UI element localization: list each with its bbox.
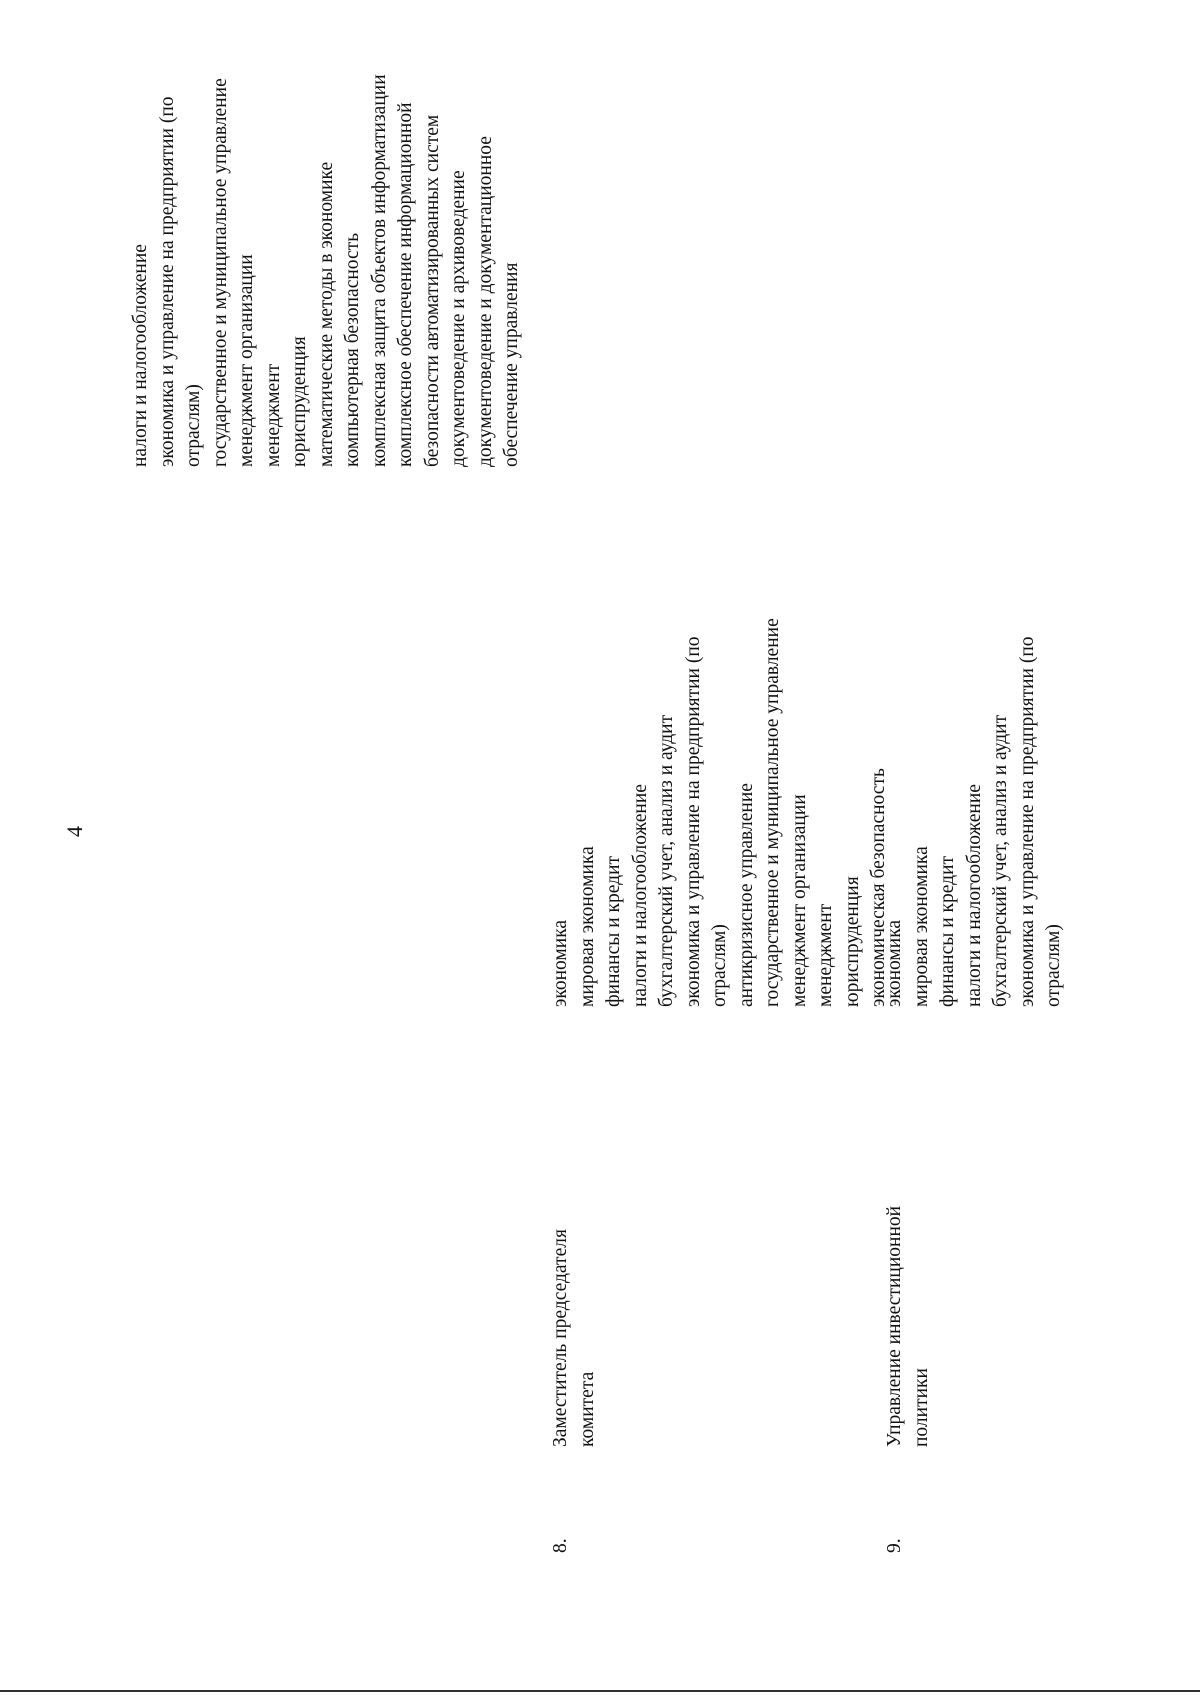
list-item: отраслям): [709, 924, 730, 1007]
list-item: бухгалтерский учет, анализ и аудит: [656, 714, 677, 1007]
list-item: математические методы в экономике: [315, 161, 337, 467]
scan-edge-line: [0, 1690, 1200, 1692]
list-item: менеджмент организации: [236, 254, 257, 467]
list-item: государственное и муниципальное управление: [762, 618, 783, 1007]
row-8-number: 8.: [550, 1538, 571, 1553]
row-9-number: 9.: [884, 1538, 905, 1553]
list-item: менеджмент организации: [788, 794, 810, 1007]
list-item: мировая экономика: [910, 846, 932, 1007]
row-9-position-title: [882, 1117, 935, 1447]
list-item: менеджмент: [815, 903, 836, 1007]
list-item: экономика и управление на предприятии (по: [1016, 636, 1038, 1007]
list-item: экономика и управление на предприятии (по: [682, 636, 704, 1007]
list-item: антикризисное управление: [735, 783, 757, 1007]
list-item: отраслям): [183, 384, 204, 467]
list-item: комплексная защита объектов информатизации: [368, 74, 390, 467]
list-item: финансы и кредит: [937, 855, 958, 1007]
title-line: комитета: [576, 1371, 598, 1447]
list-item: экономика: [884, 919, 905, 1007]
list-item: финансы и кредит: [603, 855, 624, 1007]
list-item: экономика и управление на предприятии (по: [156, 96, 178, 467]
list-item: безопасности автоматизированных систем: [421, 114, 443, 467]
title-line: Заместитель председателя: [550, 1229, 571, 1447]
row-8-specialty-list: [548, 618, 893, 1007]
list-item: мировая экономика: [576, 846, 598, 1007]
row-9-specialty-list: [882, 636, 1068, 1007]
list-item: юриспруденция: [289, 336, 310, 467]
row-8-position-title: [548, 1147, 601, 1447]
list-item: комплексное обеспечение информационной: [395, 102, 416, 467]
continuation-specialty-list: [128, 74, 526, 467]
list-item: государственное и муниципальное управление: [209, 78, 231, 467]
list-item: налоги и налогообложение: [130, 244, 151, 467]
list-item: налоги и налогообложение: [963, 784, 985, 1007]
title-line: политики: [910, 1368, 932, 1447]
list-item: компьютерная безопасность: [342, 232, 363, 467]
list-item: менеджмент: [262, 363, 284, 467]
list-item: бухгалтерский учет, анализ и аудит: [990, 714, 1011, 1007]
list-item: отраслям): [1043, 924, 1064, 1007]
list-item: экономика: [550, 919, 571, 1007]
title-line: Управление инвестиционной: [884, 1205, 905, 1447]
list-item: юриспруденция: [841, 876, 863, 1007]
list-item: документоведение и архивоведение: [448, 170, 469, 467]
page-number: 4: [62, 826, 87, 837]
list-item: обеспечение управления: [501, 262, 522, 467]
list-item: документоведение и документационное: [474, 136, 496, 467]
list-item: налоги и налогообложение: [629, 784, 651, 1007]
list-item: экономическая безопасность: [868, 768, 889, 1007]
